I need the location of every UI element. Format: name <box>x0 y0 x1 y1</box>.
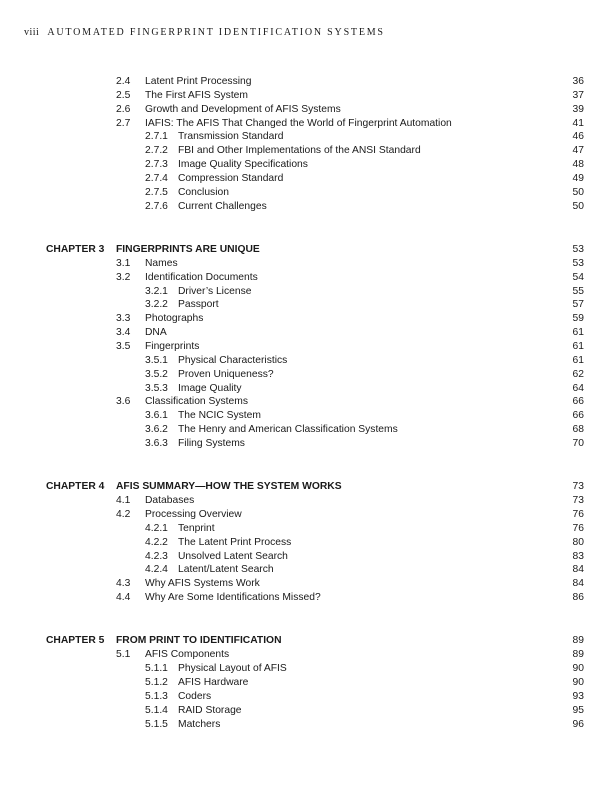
entry-title: Physical Characteristics <box>178 354 288 366</box>
entry-page-number: 48 <box>572 159 584 171</box>
toc-subsection-entry <box>0 437 613 451</box>
toc-subsection-entry <box>0 158 613 172</box>
entry-page-number: 62 <box>572 368 584 380</box>
entry-page-number: 89 <box>572 635 584 647</box>
entry-page-number: 73 <box>572 481 584 493</box>
entry-number: 4.4 <box>116 592 131 604</box>
entry-title: RAID Storage <box>178 704 242 716</box>
entry-page-number: 84 <box>572 564 584 576</box>
entry-number: 5.1.3 <box>145 690 168 702</box>
toc-subsection-entry <box>0 550 613 564</box>
toc-section-entry <box>0 117 613 131</box>
entry-number: 2.7 <box>116 117 131 129</box>
entry-title: DNA <box>145 327 167 339</box>
entry-page-number: 90 <box>572 663 584 675</box>
entry-title: Tenprint <box>178 522 215 534</box>
toc-subsection-entry <box>0 186 613 200</box>
entry-page-number: 96 <box>572 718 584 730</box>
entry-number: 4.2.2 <box>145 536 168 548</box>
toc-section-entry <box>0 577 613 591</box>
entry-title: Latent Print Processing <box>145 76 252 87</box>
entry-number: 2.7.5 <box>145 186 168 198</box>
entry-title: The Latent Print Process <box>178 536 292 548</box>
toc-subsection-entry <box>0 522 613 536</box>
entry-page-number: 53 <box>572 244 584 255</box>
toc-subsection-entry <box>0 130 613 144</box>
entry-number: 2.5 <box>116 89 131 101</box>
entry-number: 2.7.1 <box>145 131 168 143</box>
entry-title: The NCIC System <box>178 410 261 422</box>
entry-page-number: 66 <box>572 396 584 408</box>
toc-subsection-entry <box>0 382 613 396</box>
entry-page-number: 80 <box>572 536 584 548</box>
entry-title: Transmission Standard <box>178 131 284 143</box>
entry-number: 5.1.2 <box>145 677 168 688</box>
entry-number: 4.2.1 <box>145 522 168 534</box>
toc-section-entry <box>0 103 613 117</box>
entry-number: 3.6.2 <box>145 424 168 436</box>
entry-page-number: 90 <box>572 677 584 688</box>
entry-number: 3.6 <box>116 396 131 408</box>
entry-number: 3.5.1 <box>145 354 168 366</box>
toc-section-entry <box>0 648 613 662</box>
entry-title: Image Quality Specifications <box>178 159 308 171</box>
entry-title: Growth and Development of AFIS Systems <box>145 103 341 115</box>
entry-page-number: 83 <box>572 550 584 562</box>
entry-number: 5.1 <box>116 649 131 661</box>
entry-title: Passport <box>178 299 219 311</box>
chapter-number: CHAPTER 5 <box>46 635 105 647</box>
page-number: viii <box>24 27 40 38</box>
entry-number: 3.6.3 <box>145 437 168 449</box>
entry-page-number: 46 <box>572 131 584 143</box>
toc-section-entry <box>0 340 613 354</box>
toc-subsection-entry <box>0 563 613 577</box>
entry-title: Conclusion <box>178 186 229 198</box>
entry-title: Proven Uniqueness? <box>178 368 274 380</box>
entry-page-number: 73 <box>572 495 584 507</box>
toc-subsection-entry <box>0 409 613 423</box>
entry-number: 2.7.4 <box>145 172 168 184</box>
entry-title: Names <box>145 257 178 269</box>
entry-page-number: 50 <box>572 186 584 198</box>
entry-number: 5.1.1 <box>145 663 168 675</box>
entry-title: Driver’s License <box>178 285 252 297</box>
entry-title: Photographs <box>145 313 204 325</box>
entry-number: 2.6 <box>116 103 131 115</box>
toc-subsection-entry <box>0 354 613 368</box>
entry-title: AFIS Components <box>145 649 230 661</box>
entry-title: AFIS Hardware <box>178 677 249 688</box>
entry-title: Compression Standard <box>178 172 284 184</box>
entry-page-number: 59 <box>572 313 584 325</box>
entry-number: 4.2.3 <box>145 550 168 562</box>
toc-section-entry <box>0 75 613 89</box>
entry-number: 3.5 <box>116 341 131 352</box>
entry-page-number: 54 <box>572 271 584 283</box>
toc-subsection-entry <box>0 536 613 550</box>
entry-number: 3.2.1 <box>145 285 168 297</box>
toc-subsection-entry <box>0 285 613 299</box>
entry-number: 3.5.3 <box>145 382 168 394</box>
entry-page-number: 57 <box>572 299 584 311</box>
toc-subsection-entry <box>0 662 613 676</box>
entry-number: 2.7.3 <box>145 159 168 171</box>
entry-page-number: 41 <box>572 117 584 129</box>
entry-page-number: 61 <box>572 354 584 366</box>
entry-number: 3.1 <box>116 257 131 269</box>
chapter-number: CHAPTER 4 <box>46 481 105 493</box>
entry-page-number: 76 <box>572 509 584 520</box>
entry-number: 3.5.2 <box>145 368 168 380</box>
entry-page-number: 53 <box>572 257 584 269</box>
toc-chapter-heading <box>0 634 613 648</box>
running-head <box>24 27 385 38</box>
chapter-title: AFIS SUMMARY—HOW THE SYSTEM WORKS <box>116 481 342 493</box>
entry-title: Current Challenges <box>178 200 267 212</box>
toc-chapter-heading <box>0 243 613 257</box>
toc-section-entry <box>0 271 613 285</box>
toc-subsection-entry <box>0 690 613 704</box>
toc-section-entry <box>0 508 613 522</box>
entry-page-number: 47 <box>572 145 584 157</box>
toc-subsection-entry <box>0 200 613 214</box>
toc-subsection-entry <box>0 172 613 186</box>
entry-title: Image Quality <box>178 382 242 394</box>
entry-title: Unsolved Latent Search <box>178 550 288 562</box>
entry-title: Classification Systems <box>145 396 248 408</box>
entry-title: Databases <box>145 495 195 507</box>
entry-page-number: 37 <box>572 89 584 101</box>
toc-section-entry <box>0 89 613 103</box>
entry-page-number: 70 <box>572 437 584 449</box>
entry-number: 4.2 <box>116 509 131 520</box>
entry-number: 5.1.5 <box>145 718 168 730</box>
entry-title: Processing Overview <box>145 509 242 520</box>
toc-section-entry <box>0 312 613 326</box>
entry-title: Matchers <box>178 718 221 730</box>
entry-page-number: 50 <box>572 200 584 212</box>
entry-number: 2.7.2 <box>145 145 168 157</box>
entry-page-number: 95 <box>572 704 584 716</box>
toc-subsection-entry <box>0 704 613 718</box>
entry-number: 2.7.6 <box>145 200 168 212</box>
toc-subsection-entry <box>0 298 613 312</box>
chapter-title: FINGERPRINTS ARE UNIQUE <box>116 244 260 255</box>
toc-section-entry <box>0 591 613 605</box>
entry-number: 4.2.4 <box>145 564 168 576</box>
entry-page-number: 66 <box>572 410 584 422</box>
entry-number: 3.3 <box>116 313 131 325</box>
entry-page-number: 36 <box>572 76 584 87</box>
entry-title: Latent/Latent Search <box>178 564 274 576</box>
entry-number: 2.4 <box>116 76 131 87</box>
toc-chapter-heading <box>0 480 613 494</box>
entry-title: The First AFIS System <box>145 89 248 101</box>
entry-page-number: 84 <box>572 578 584 590</box>
entry-title: Why Are Some Identifications Missed? <box>145 592 321 604</box>
entry-page-number: 86 <box>572 592 584 604</box>
toc-subsection-entry <box>0 718 613 732</box>
toc-section-entry <box>0 257 613 271</box>
entry-number: 3.2.2 <box>145 299 168 311</box>
entry-title: Why AFIS Systems Work <box>145 578 260 590</box>
toc-subsection-entry <box>0 423 613 437</box>
entry-number: 3.6.1 <box>145 410 168 422</box>
toc-subsection-entry <box>0 144 613 158</box>
chapter-title: FROM PRINT TO IDENTIFICATION <box>116 635 282 647</box>
toc-subsection-entry <box>0 676 613 690</box>
toc-section-entry <box>0 395 613 409</box>
entry-page-number: 68 <box>572 424 584 436</box>
entry-title: Filing Systems <box>178 437 245 449</box>
entry-page-number: 39 <box>572 103 584 115</box>
entry-number: 4.1 <box>116 495 131 507</box>
entry-number: 3.2 <box>116 271 131 283</box>
entry-page-number: 93 <box>572 690 584 702</box>
toc-section-entry <box>0 326 613 340</box>
entry-page-number: 61 <box>572 341 584 352</box>
entry-page-number: 64 <box>572 382 584 394</box>
entry-page-number: 49 <box>572 172 584 184</box>
entry-number: 4.3 <box>116 578 131 590</box>
entry-title: IAFIS: The AFIS That Changed the World of Fingerprint Automation <box>145 117 452 129</box>
entry-title: Coders <box>178 690 212 702</box>
chapter-number: CHAPTER 3 <box>46 244 105 255</box>
book-title: AUTOMATED FINGERPRINT IDENTIFICATION SYSTEMS <box>47 27 385 38</box>
entry-title: The Henry and American Classification Systems <box>178 424 398 436</box>
entry-title: Physical Layout of AFIS <box>178 663 287 675</box>
entry-page-number: 89 <box>572 649 584 661</box>
toc-subsection-entry <box>0 368 613 382</box>
entry-title: Identification Documents <box>145 271 258 283</box>
entry-page-number: 55 <box>572 285 584 297</box>
toc-section-entry <box>0 494 613 508</box>
entry-number: 5.1.4 <box>145 704 168 716</box>
entry-page-number: 76 <box>572 522 584 534</box>
entry-number: 3.4 <box>116 327 131 339</box>
entry-title: FBI and Other Implementations of the ANSI Standard <box>178 145 421 157</box>
entry-page-number: 61 <box>572 327 584 339</box>
entry-title: Fingerprints <box>145 341 200 352</box>
